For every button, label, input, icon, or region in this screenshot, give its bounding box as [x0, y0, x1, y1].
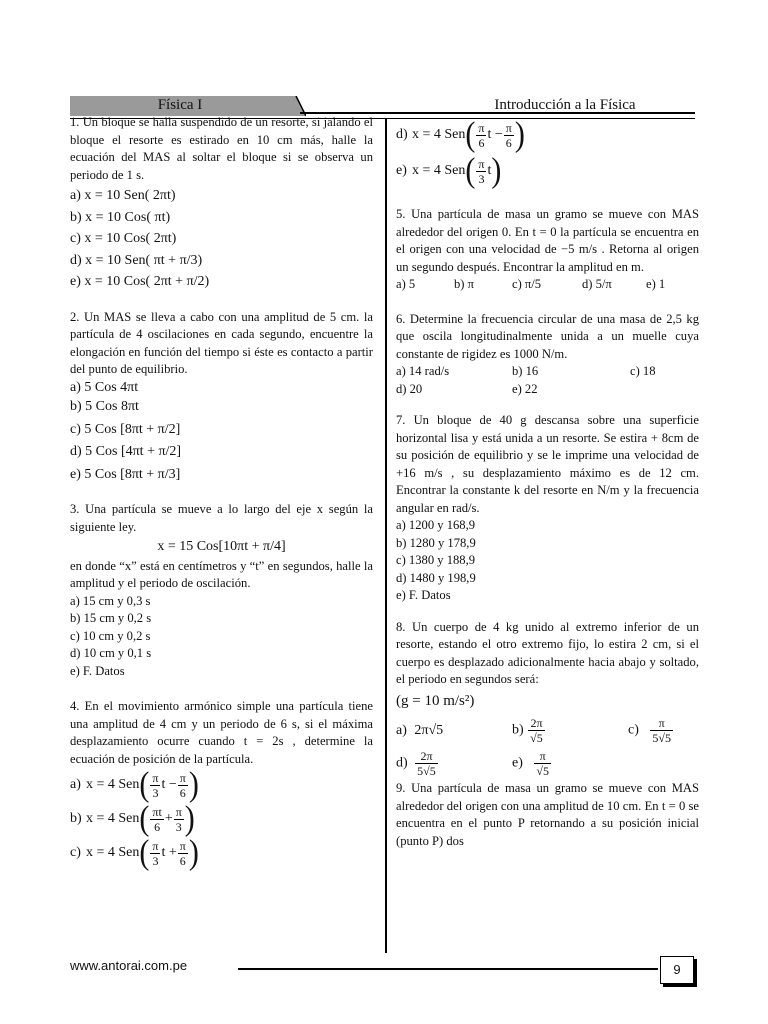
question-8-option-a: [396, 722, 512, 740]
question-9-text: 9. Una partícula de masa un gramo se mueve con MAS alrededor del origen con una amplitud de 10 cm. En t = 0 se encuentra en el punto P retornando a su posición inicial (punto P) dos: [396, 781, 699, 848]
question-4-option-a: [70, 765, 373, 804]
fraction: $\frac{\pi}{6}$: [505, 120, 512, 150]
question-2-option-c: c) 5 Cos [8πt + π/2]: [70, 421, 181, 437]
fraction: $\frac{\pi}{3}$: [152, 770, 159, 800]
left-paren-icon: (: [139, 833, 150, 872]
option-label: a): [70, 777, 81, 793]
question-2-option-a: a) 5 Cos 4πt: [70, 379, 139, 395]
fraction: $\frac{\pi}{√5}$: [536, 749, 549, 778]
question-3-option-e: e) F. Datos: [70, 663, 125, 678]
header-right-title: Introducción a la Física: [494, 97, 636, 113]
option-mid: t: [487, 163, 492, 179]
fraction: $\frac{\pi t}{6}$: [152, 804, 162, 834]
right-column: [396, 115, 699, 850]
question-6-option-d: d) 20: [396, 381, 423, 396]
option-mid: +: [164, 811, 173, 827]
option-mid: t −: [161, 777, 177, 793]
question-9: [396, 780, 699, 850]
option-label: b): [512, 722, 524, 738]
left-paren-icon: (: [139, 799, 150, 838]
question-2-option-b: b) 5 Cos 8πt: [70, 399, 139, 414]
question-1-option-d: d) x = 10 Sen( πt + π/3): [70, 252, 203, 268]
question-8-option-d: [396, 749, 512, 778]
option-value: 2π√5: [414, 722, 444, 738]
question-3-option-d: d) 10 cm y 0,1 s: [70, 646, 152, 660]
question-8: [396, 619, 699, 779]
option-mid: t −: [487, 127, 503, 143]
footer-rule: [238, 968, 658, 970]
option-lhs: x = 4 Sen: [412, 163, 466, 179]
option-lhs: x = 4 Sen: [412, 127, 466, 143]
option-lhs: x = 4 Sen: [86, 777, 140, 793]
fraction: $\frac{\pi}{3}$: [175, 804, 182, 834]
question-1-option-e: e) x = 10 Cos( 2πt + π/2): [70, 274, 210, 289]
option-label: d): [396, 127, 408, 143]
fraction: $\frac{2\pi}{5√5}$: [417, 749, 436, 778]
question-3-option-a: a) 15 cm y 0,3 s: [70, 593, 151, 608]
question-7: [396, 412, 699, 605]
question-3: [70, 501, 373, 680]
right-paren-icon: ): [491, 151, 502, 190]
question-6-options-row-2: [396, 381, 699, 399]
question-7-text: 7. Un bloque de 40 g descansa sobre una superficie horizontal lisa y está unida a un resorte. Se estira + 8cm de su posición de equilibrio y se le imprime una velocidad de +16 m/s , su desplazamiento máximo es de 12 cm. Encontrar la constante k del resorte en N/m y la frecuencia angular en rad/s.: [396, 413, 699, 515]
question-3-option-c: c) 10 cm y 0,2 s: [70, 628, 151, 643]
question-2-option-d: d) 5 Cos [4πt + π/2]: [70, 444, 182, 459]
question-6-option-e: e) 22: [512, 381, 538, 396]
question-7-option-e: e) F. Datos: [396, 588, 451, 602]
left-paren-icon: (: [465, 151, 476, 190]
question-5-text: 5. Una partícula de masa un gramo se mueve con MAS alrededor del origen 0. En t = 0 la partícula se encuentra en el origen con una velocidad de −5 m/s . Retorna al origen un segundo después. Encontrar la amplitud en m.: [396, 207, 699, 274]
question-7-option-c: c) 1380 y 188,9: [396, 553, 476, 567]
header-left-title: Física I: [157, 97, 203, 113]
question-3-equation: x = 15 Cos[10πt + π/4]: [157, 539, 286, 554]
option-lhs: x = 4 Sen: [86, 845, 140, 861]
right-paren-icon: ): [188, 765, 199, 804]
question-2-option-e: e) 5 Cos [8πt + π/3]: [70, 466, 181, 482]
footer-url: www.antorai.com.pe: [70, 958, 188, 973]
option-label: a): [396, 722, 407, 738]
question-1: [70, 114, 373, 291]
fraction: $\frac{\pi}{3}$: [478, 156, 485, 186]
column-divider: [385, 118, 387, 953]
fraction: $\frac{\pi}{6}$: [179, 770, 186, 800]
question-5-option-b: b) π: [454, 277, 474, 291]
right-paren-icon: ): [514, 115, 525, 154]
right-paren-icon: ): [188, 833, 199, 872]
question-8-options-row-2: [396, 749, 699, 778]
option-mid: t +: [161, 845, 177, 861]
question-6-text: 6. Determine la frecuencia circular de una masa de 2,5 kg que oscila longitudinalmente unida a un muelle cuya constante de rigidez es 1000 N/m.: [396, 311, 699, 361]
question-5-option-e: e) 1: [646, 277, 666, 291]
question-4: [70, 698, 373, 872]
question-6-option-a: a) 14 rad/s: [396, 364, 450, 378]
question-8-options-row-1: [396, 716, 699, 745]
page-number: 9: [660, 956, 694, 984]
fraction: $\frac{\pi}{5√5}$: [652, 716, 671, 745]
question-4-option-d: [396, 115, 699, 154]
option-label: c): [70, 845, 81, 861]
question-3-text: 3. Una partícula se mueve a lo largo del eje x según la siguiente ley.: [70, 502, 373, 534]
question-5-option-c: c) π/5: [512, 277, 542, 291]
question-5-option-d: d) 5/π: [582, 277, 612, 291]
question-8-option-b: [512, 716, 628, 745]
fraction: $\frac{\pi}{6}$: [179, 838, 186, 868]
question-6-option-b: b) 16: [512, 364, 539, 378]
question-7-option-d: d) 1480 y 198,9: [396, 570, 476, 585]
left-paren-icon: (: [139, 765, 150, 804]
question-5: [396, 206, 699, 294]
question-4-text: 4. En el movimiento armónico simple una partícula tiene una amplitud de 4 cm y un periodo de 6 s, si el máxima desplazamiento ocurre cuando t = 2s , determine la ecuación de posición de la partícula.: [70, 699, 373, 766]
option-label: d): [396, 755, 408, 771]
question-5-option-a: a) 5: [396, 277, 416, 291]
question-7-option-b: b) 1280 y 178,9: [396, 535, 476, 550]
question-1-option-c: c) x = 10 Cos( 2πt): [70, 231, 177, 246]
question-2-text: 2. Un MAS se lleva a cabo con una amplitud de 5 cm. la partícula de 4 oscilaciones en cada segundo, encuentre la elongación en función del tiempo si éste es contacto a partir del punto de equilibrio.: [70, 309, 373, 376]
fraction: $\frac{2\pi}{√5}$: [530, 716, 543, 745]
question-6-option-c: c) 18: [630, 364, 656, 378]
option-lhs: x = 4 Sen: [86, 811, 140, 827]
question-3-option-b: b) 15 cm y 0,2 s: [70, 611, 152, 625]
question-2: [70, 309, 373, 484]
option-label: b): [70, 811, 82, 827]
question-1-option-b: b) x = 10 Cos( πt): [70, 209, 171, 225]
question-3-text-2: en donde “x” está en centímetros y “t” en segundos, halle la amplitud y el periodo de oscilación.: [70, 558, 373, 590]
question-4-option-b: [70, 799, 373, 838]
left-column: [70, 114, 373, 872]
right-paren-icon: ): [184, 799, 195, 838]
question-4-option-e: [396, 151, 699, 190]
question-6: [396, 311, 699, 399]
fraction: $\frac{\pi}{6}$: [478, 120, 485, 150]
question-8-given: (g = 10 m/s²): [396, 692, 475, 709]
option-label: c): [628, 722, 639, 738]
option-label: e): [396, 163, 407, 179]
question-1-text: 1. Un bloque se halla suspendido de un resorte, si jalando el bloque el resorte es estirado en 10 cm más, halle la ecuación del MAS al soltar el bloque si se observa un periodo de 1 s.: [70, 115, 373, 182]
question-7-option-a: a) 1200 y 168,9: [396, 518, 476, 532]
question-8-option-c: [628, 716, 674, 745]
left-paren-icon: (: [465, 115, 476, 154]
fraction: $\frac{\pi}{3}$: [152, 838, 159, 868]
question-1-option-a: a) x = 10 Sen( 2πt): [70, 188, 176, 203]
question-8-option-e: [512, 749, 552, 778]
question-6-options-row-1: [396, 363, 699, 381]
question-5-options: [396, 276, 699, 294]
question-8-text: 8. Un cuerpo de 4 kg unido al extremo inferior de un resorte, estando el otro extremo fijo, lo estira 2 cm, si el cuerpo es desplazado adicionalmente hacia abajo y soltado, el periodo en segundos será:: [396, 619, 699, 686]
question-4-option-c: [70, 833, 373, 872]
option-label: e): [512, 755, 523, 771]
